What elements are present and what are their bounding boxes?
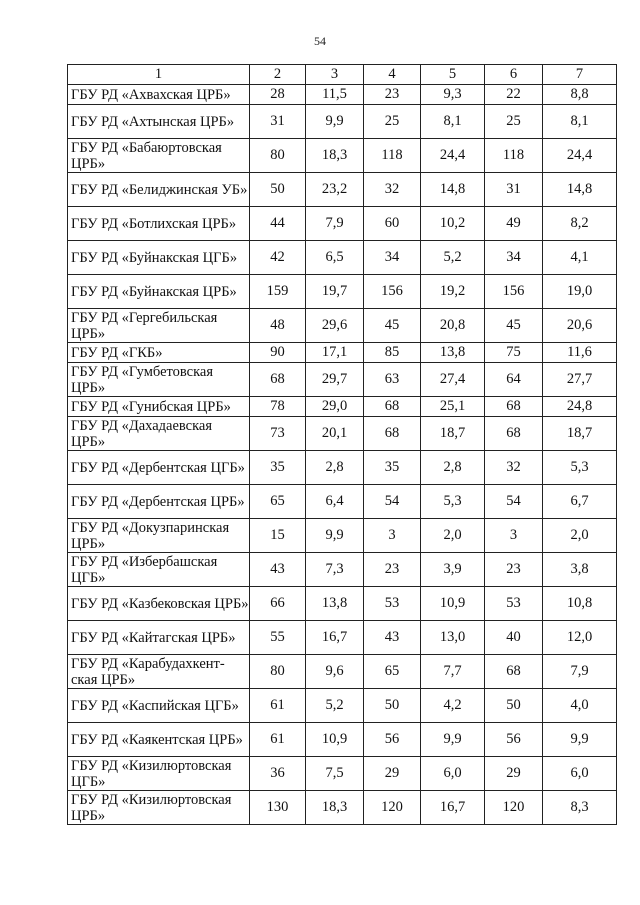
value-cell: 36 [250,757,306,791]
institution-name-cell: ГБУ РД «Ботлихская ЦРБ» [68,207,250,241]
value-cell: 4,1 [543,241,617,275]
value-cell: 43 [250,553,306,587]
value-cell: 20,1 [306,417,364,451]
value-cell: 29 [364,757,421,791]
value-cell: 13,0 [421,621,485,655]
institution-name-cell: ГБУ РД «ГКБ» [68,343,250,363]
table-row [68,553,617,587]
value-cell: 23 [364,553,421,587]
value-cell: 66 [250,587,306,621]
value-cell: 10,8 [543,587,617,621]
value-cell: 23 [364,85,421,105]
column-header: 1 [68,65,250,85]
value-cell: 5,3 [421,485,485,519]
page-number: 54 [314,34,326,48]
value-cell: 40 [485,621,543,655]
table-row [68,85,617,105]
value-cell: 27,7 [543,363,617,397]
value-cell: 61 [250,689,306,723]
value-cell: 50 [485,689,543,723]
value-cell: 54 [485,485,543,519]
value-cell: 29,7 [306,363,364,397]
value-cell: 3 [364,519,421,553]
institution-name-cell: ГБУ РД «Каспийская ЦГБ» [68,689,250,723]
value-cell: 68 [364,397,421,417]
value-cell: 3,8 [543,553,617,587]
table-row [68,655,617,689]
value-cell: 5,2 [421,241,485,275]
value-cell: 13,8 [306,587,364,621]
table-row [68,519,617,553]
institution-name-cell: ГБУ РД «Каякентская ЦРБ» [68,723,250,757]
table-row [68,791,617,825]
value-cell: 27,4 [421,363,485,397]
table-row [68,241,617,275]
value-cell: 90 [250,343,306,363]
column-header: 4 [364,65,421,85]
value-cell: 16,7 [306,621,364,655]
value-cell: 2,0 [421,519,485,553]
value-cell: 9,9 [306,105,364,139]
hospital-data-table [67,64,617,825]
value-cell: 53 [364,587,421,621]
value-cell: 23,2 [306,173,364,207]
column-header: 7 [543,65,617,85]
table-row [68,173,617,207]
institution-name-cell: ГБУ РД «Белиджинская УБ» [68,173,250,207]
value-cell: 60 [364,207,421,241]
table-row [68,451,617,485]
value-cell: 56 [364,723,421,757]
column-header: 3 [306,65,364,85]
value-cell: 7,7 [421,655,485,689]
value-cell: 4,0 [543,689,617,723]
value-cell: 31 [485,173,543,207]
value-cell: 29 [485,757,543,791]
institution-name-cell: ГБУ РД «Гергебильская ЦРБ» [68,309,250,343]
value-cell: 68 [485,397,543,417]
institution-name-cell: ГБУ РД «Карабудахкент-ская ЦРБ» [68,655,250,689]
institution-name-cell: ГБУ РД «Буйнакская ЦРБ» [68,275,250,309]
table-body [68,85,617,825]
value-cell: 75 [485,343,543,363]
value-cell: 4,2 [421,689,485,723]
institution-name-cell: ГБУ РД «Дербентская ЦГБ» [68,451,250,485]
value-cell: 68 [485,655,543,689]
value-cell: 32 [364,173,421,207]
value-cell: 42 [250,241,306,275]
institution-name-cell: ГБУ РД «Гумбетовская ЦРБ» [68,363,250,397]
value-cell: 50 [250,173,306,207]
value-cell: 6,7 [543,485,617,519]
table-row [68,363,617,397]
value-cell: 85 [364,343,421,363]
value-cell: 8,3 [543,791,617,825]
value-cell: 49 [485,207,543,241]
value-cell: 7,9 [543,655,617,689]
value-cell: 64 [485,363,543,397]
value-cell: 15 [250,519,306,553]
value-cell: 20,8 [421,309,485,343]
value-cell: 11,6 [543,343,617,363]
value-cell: 61 [250,723,306,757]
value-cell: 10,9 [306,723,364,757]
table-row [68,723,617,757]
value-cell: 19,2 [421,275,485,309]
column-header: 6 [485,65,543,85]
value-cell: 35 [250,451,306,485]
value-cell: 159 [250,275,306,309]
value-cell: 118 [364,139,421,173]
value-cell: 80 [250,655,306,689]
value-cell: 32 [485,451,543,485]
value-cell: 5,2 [306,689,364,723]
institution-name-cell: ГБУ РД «Казбековская ЦРБ» [68,587,250,621]
table-row [68,105,617,139]
table-row [68,417,617,451]
value-cell: 18,3 [306,791,364,825]
value-cell: 53 [485,587,543,621]
table-row [68,207,617,241]
value-cell: 24,4 [543,139,617,173]
value-cell: 156 [485,275,543,309]
table-row [68,621,617,655]
value-cell: 9,9 [543,723,617,757]
value-cell: 44 [250,207,306,241]
value-cell: 2,8 [421,451,485,485]
value-cell: 68 [485,417,543,451]
value-cell: 63 [364,363,421,397]
value-cell: 8,1 [421,105,485,139]
institution-name-cell: ГБУ РД «Бабаюртовская ЦРБ» [68,139,250,173]
column-header: 2 [250,65,306,85]
institution-name-cell: ГБУ РД «Гунибская ЦРБ» [68,397,250,417]
value-cell: 10,9 [421,587,485,621]
value-cell: 9,9 [306,519,364,553]
value-cell: 45 [485,309,543,343]
value-cell: 7,3 [306,553,364,587]
institution-name-cell: ГБУ РД «Докузпаринская ЦРБ» [68,519,250,553]
table-row [68,275,617,309]
table-row [68,397,617,417]
value-cell: 45 [364,309,421,343]
institution-name-cell: ГБУ РД «Дахадаевская ЦРБ» [68,417,250,451]
value-cell: 68 [250,363,306,397]
column-header: 5 [421,65,485,85]
value-cell: 2,0 [543,519,617,553]
value-cell: 73 [250,417,306,451]
value-cell: 55 [250,621,306,655]
institution-name-cell: ГБУ РД «Кизилюртовская ЦРБ» [68,791,250,825]
value-cell: 6,0 [543,757,617,791]
value-cell: 80 [250,139,306,173]
table-row [68,757,617,791]
table-row [68,485,617,519]
value-cell: 23 [485,553,543,587]
value-cell: 19,7 [306,275,364,309]
value-cell: 56 [485,723,543,757]
value-cell: 5,3 [543,451,617,485]
value-cell: 34 [485,241,543,275]
value-cell: 8,2 [543,207,617,241]
value-cell: 9,3 [421,85,485,105]
value-cell: 9,6 [306,655,364,689]
value-cell: 7,5 [306,757,364,791]
value-cell: 16,7 [421,791,485,825]
table-row [68,587,617,621]
table-header-row [68,65,617,85]
value-cell: 118 [485,139,543,173]
value-cell: 8,1 [543,105,617,139]
value-cell: 3 [485,519,543,553]
value-cell: 10,2 [421,207,485,241]
value-cell: 2,8 [306,451,364,485]
value-cell: 25 [364,105,421,139]
institution-name-cell: ГБУ РД «Кайтагская ЦРБ» [68,621,250,655]
value-cell: 68 [364,417,421,451]
value-cell: 65 [364,655,421,689]
value-cell: 13,8 [421,343,485,363]
table-row [68,139,617,173]
value-cell: 50 [364,689,421,723]
value-cell: 29,0 [306,397,364,417]
value-cell: 3,9 [421,553,485,587]
value-cell: 65 [250,485,306,519]
institution-name-cell: ГБУ РД «Ахвахская ЦРБ» [68,85,250,105]
value-cell: 14,8 [543,173,617,207]
value-cell: 120 [364,791,421,825]
value-cell: 11,5 [306,85,364,105]
institution-name-cell: ГБУ РД «Буйнакская ЦГБ» [68,241,250,275]
value-cell: 19,0 [543,275,617,309]
value-cell: 156 [364,275,421,309]
table-row [68,309,617,343]
value-cell: 48 [250,309,306,343]
value-cell: 120 [485,791,543,825]
value-cell: 6,4 [306,485,364,519]
value-cell: 7,9 [306,207,364,241]
value-cell: 130 [250,791,306,825]
value-cell: 9,9 [421,723,485,757]
value-cell: 17,1 [306,343,364,363]
value-cell: 35 [364,451,421,485]
value-cell: 8,8 [543,85,617,105]
value-cell: 12,0 [543,621,617,655]
value-cell: 18,7 [421,417,485,451]
value-cell: 34 [364,241,421,275]
table-row [68,689,617,723]
value-cell: 24,4 [421,139,485,173]
value-cell: 25,1 [421,397,485,417]
value-cell: 6,0 [421,757,485,791]
table-row [68,343,617,363]
value-cell: 31 [250,105,306,139]
value-cell: 20,6 [543,309,617,343]
value-cell: 78 [250,397,306,417]
value-cell: 22 [485,85,543,105]
value-cell: 54 [364,485,421,519]
value-cell: 18,7 [543,417,617,451]
value-cell: 24,8 [543,397,617,417]
value-cell: 43 [364,621,421,655]
institution-name-cell: ГБУ РД «Избербашская ЦГБ» [68,553,250,587]
value-cell: 28 [250,85,306,105]
value-cell: 14,8 [421,173,485,207]
value-cell: 29,6 [306,309,364,343]
value-cell: 6,5 [306,241,364,275]
institution-name-cell: ГБУ РД «Кизилюртовская ЦГБ» [68,757,250,791]
value-cell: 18,3 [306,139,364,173]
value-cell: 25 [485,105,543,139]
institution-name-cell: ГБУ РД «Дербентская ЦРБ» [68,485,250,519]
institution-name-cell: ГБУ РД «Ахтынская ЦРБ» [68,105,250,139]
